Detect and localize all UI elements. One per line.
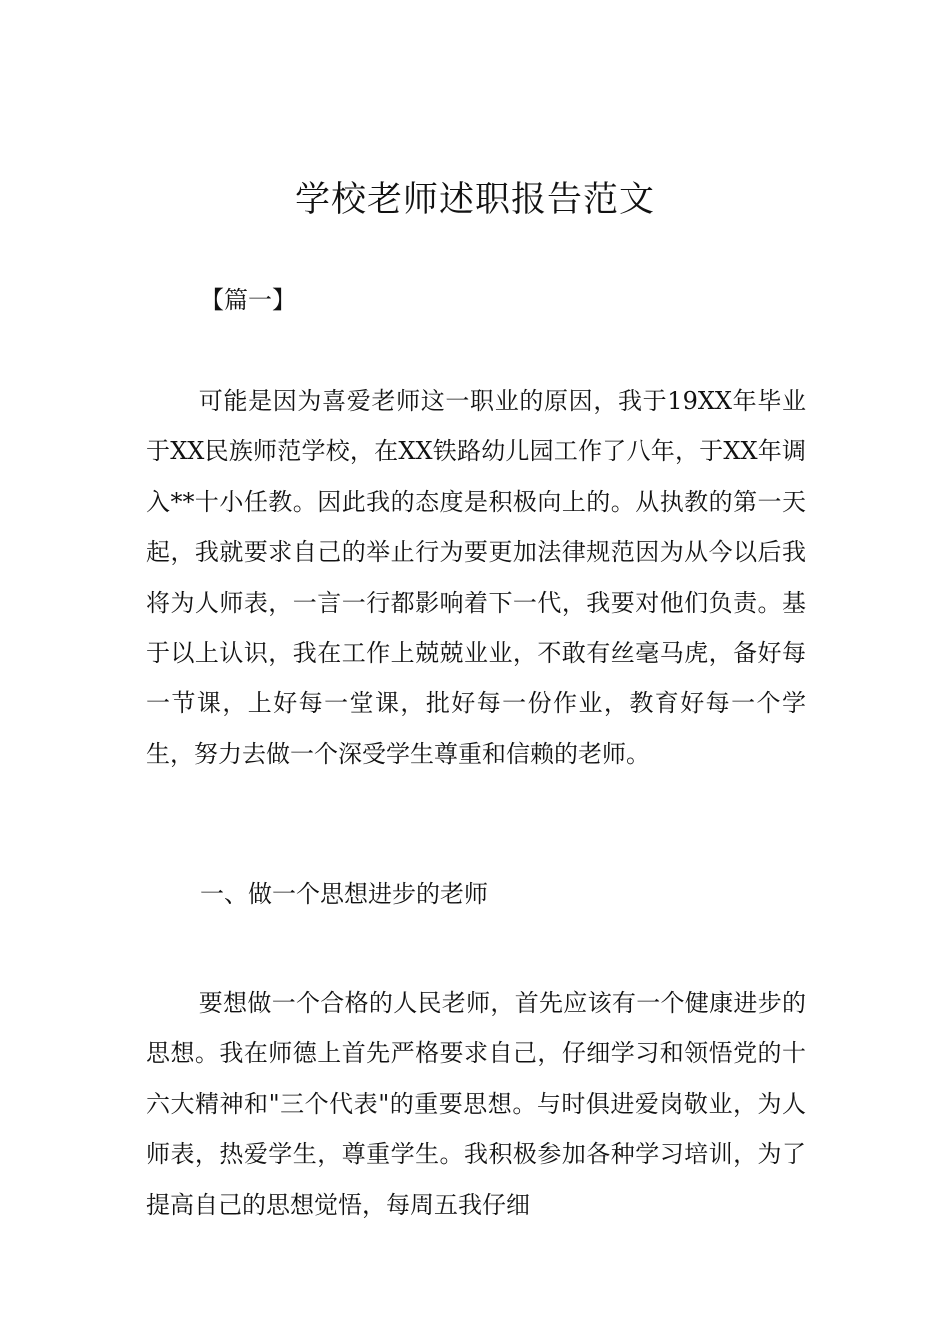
section-label: 【篇一】	[200, 286, 296, 314]
document-title: 学校老师述职报告范文	[294, 180, 655, 220]
section-subheading: 一、做一个思想进步的老师	[200, 880, 488, 908]
body-paragraph: 要想做一个合格的人民老师，首先应该有一个健康进步的思想。我在师德上首先严格要求自己，仔细学习和领悟党的十六大精神和"三个代表"的重要思想。与时俱进爱岗敬业，为人师表，热爱学生，尊重学生。我积极参加各种学习培训，为了提高自己的思想觉悟，每周五我仔细	[146, 989, 806, 1219]
body-paragraph: 可能是因为喜爱老师这一职业的原因，我于19XX年毕业于XX民族师范学校，在XX铁路幼儿园工作了八年，于XX年调入**十小任教。因此我的态度是积极向上的。从执教的第一天起，我就要求自己的举止行为要更加法律规范因为从今以后我将为人师表，一言一行都影响着下一代，我要对他们负责。基于以上认识，我在工作上兢兢业业，不敢有丝毫马虎，备好每一节课，上好每一堂课，批好每一份作业，教育好每一个学生，努力去做一个深受学生尊重和信赖的老师。	[146, 387, 806, 768]
